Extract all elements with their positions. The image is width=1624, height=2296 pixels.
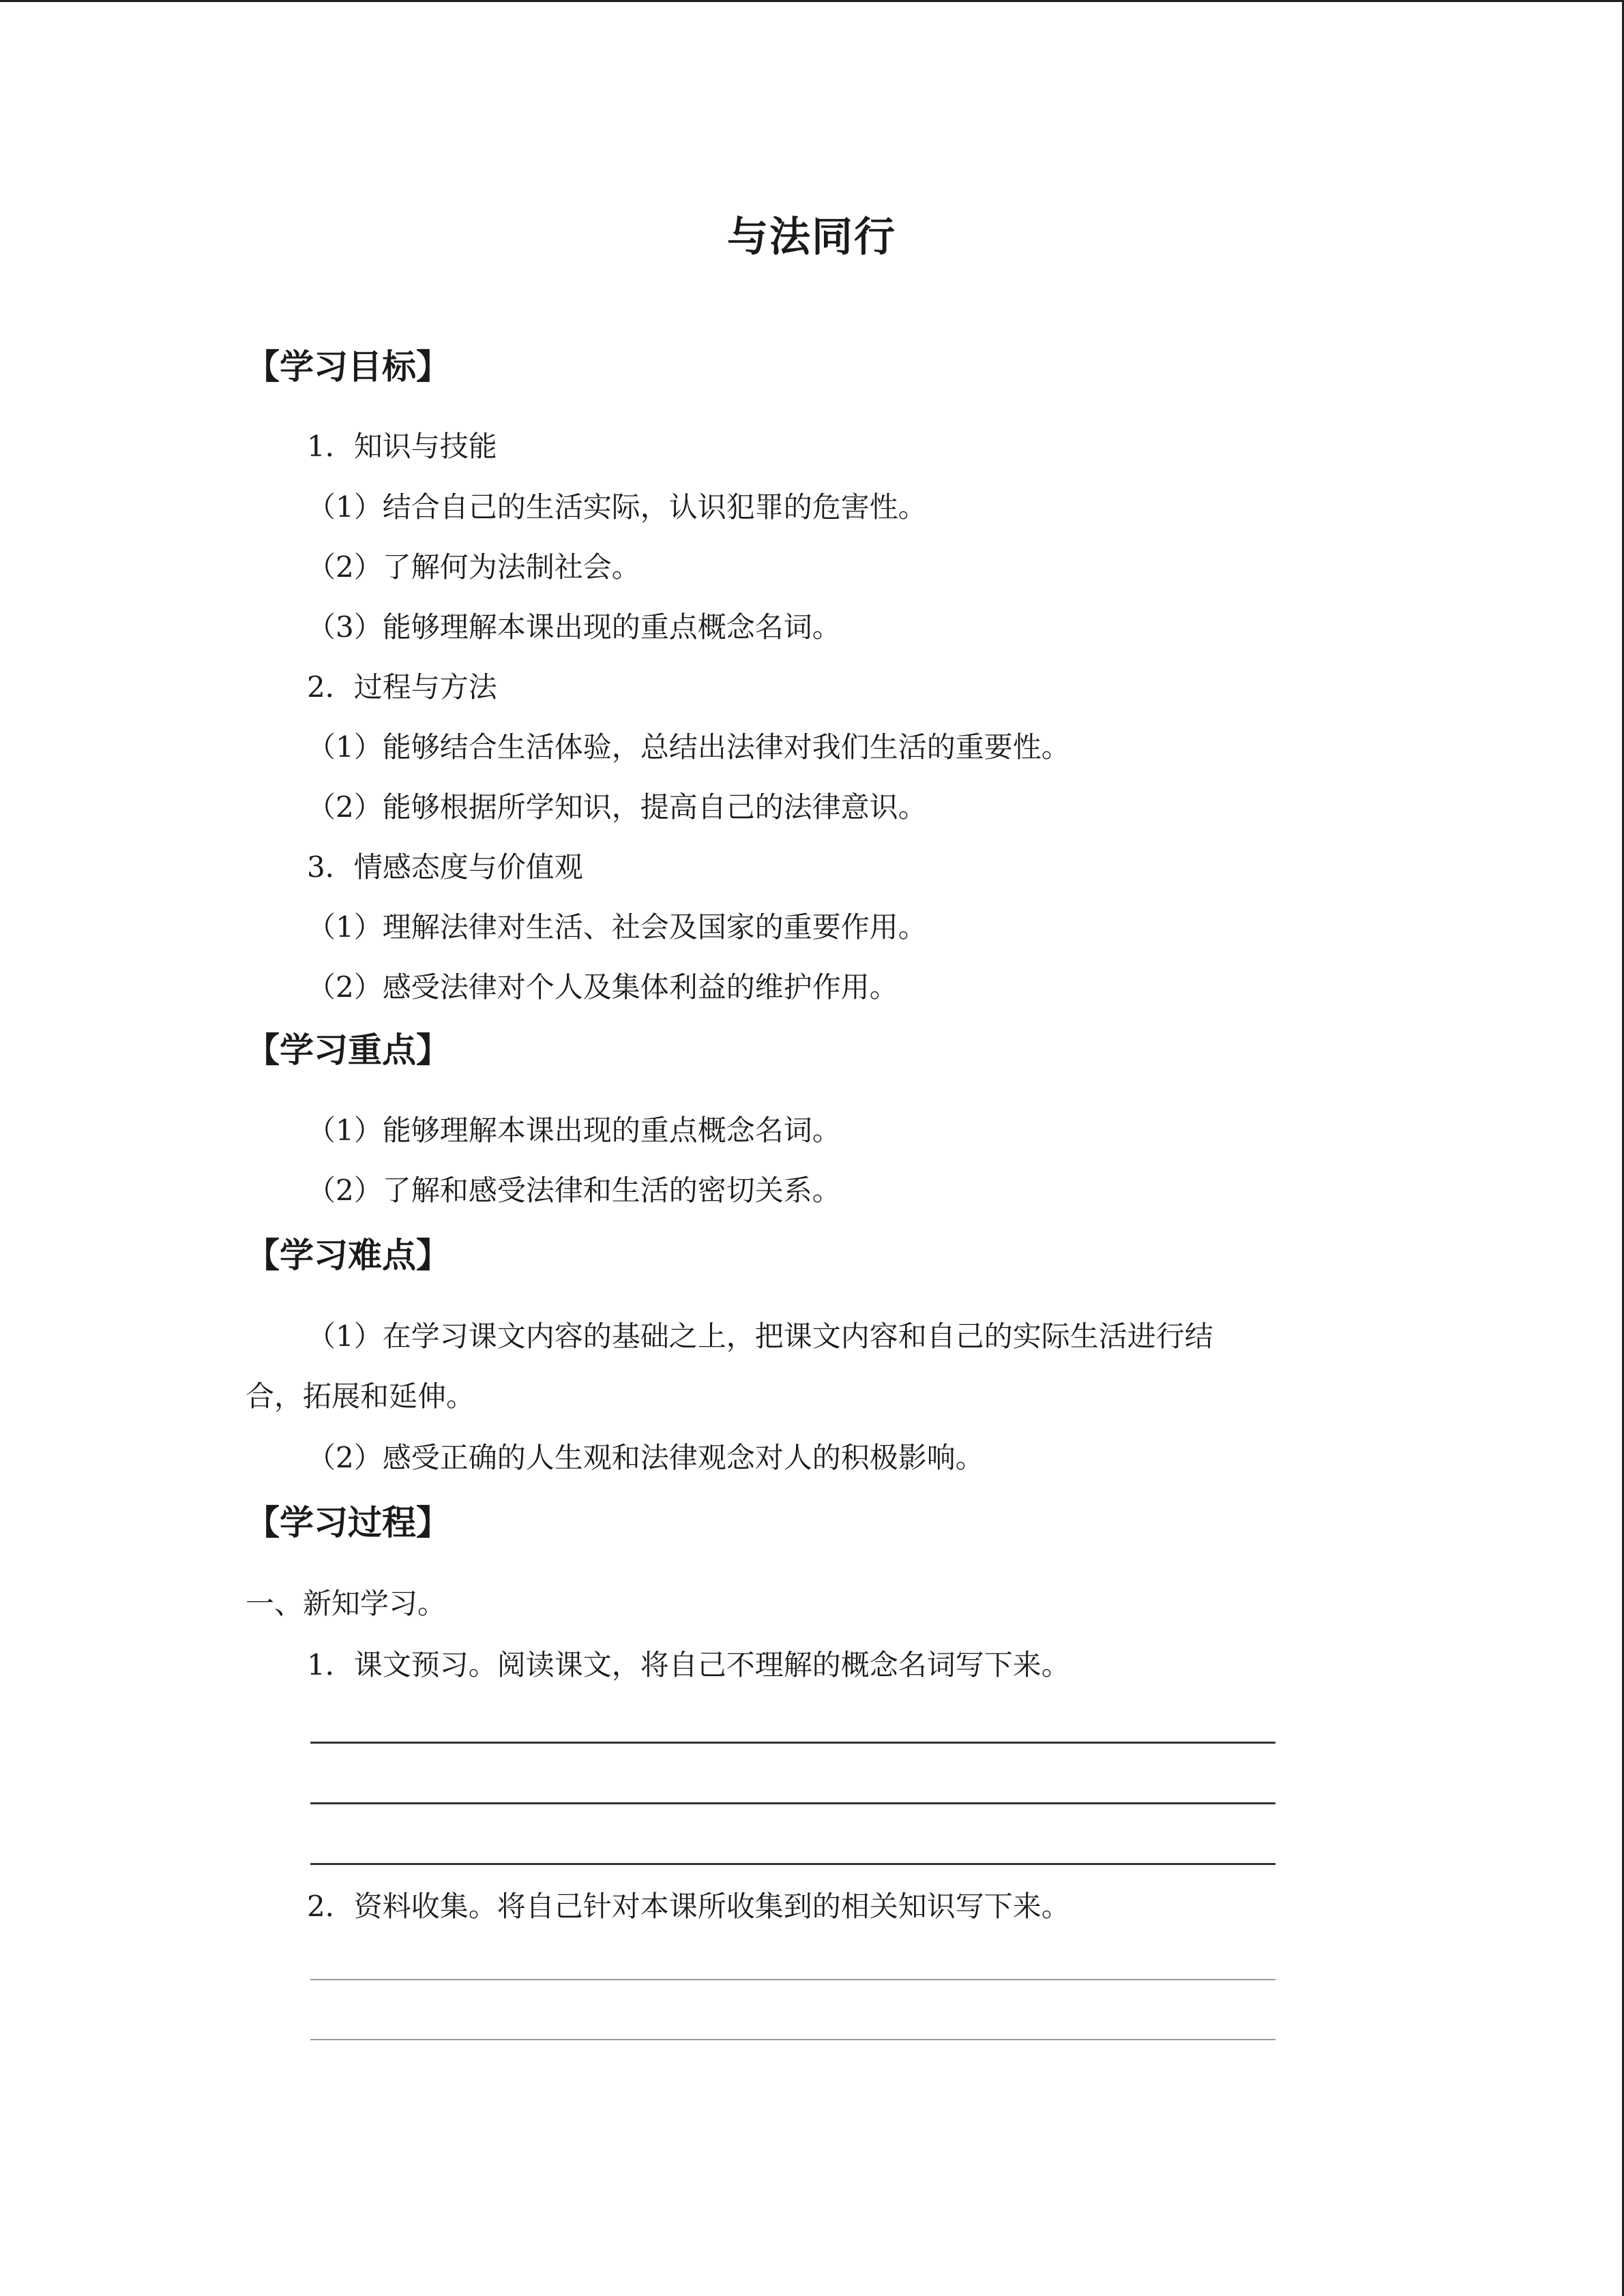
objective-line: 1．知识与技能 [307,430,497,463]
keypoints-heading: 【学习重点】 [246,1030,450,1070]
objective-line: （1）理解法律对生活、社会及国家的重要作用。 [307,910,927,944]
objectives-heading: 【学习目标】 [246,347,450,387]
process-task: 2．资料收集。将自己针对本课所收集到的相关知识写下来。 [307,1890,1070,1923]
answer-line[interactable] [310,1742,1275,1744]
keypoint-line: （1）能够理解本课出现的重点概念名词。 [307,1114,841,1147]
objective-line: 2．过程与方法 [307,670,497,704]
answer-line[interactable] [310,1863,1275,1865]
objective-line: 3．情感态度与价值观 [307,850,583,884]
objective-line: （3）能够理解本课出现的重点概念名词。 [307,610,841,644]
process-part-title: 一、新知学习。 [246,1587,447,1620]
answer-line[interactable] [310,1979,1275,1980]
objective-line: （2）能够根据所学知识，提高自己的法律意识。 [307,790,927,824]
document-page [246,0,1378,2296]
page-title: 与法同行 [727,213,896,261]
objective-line: （1）结合自己的生活实际，认识犯罪的危害性。 [307,490,927,524]
process-task: 1．课文预习。阅读课文，将自己不理解的概念名词写下来。 [307,1648,1070,1682]
objective-line: （1）能够结合生活体验，总结出法律对我们生活的重要性。 [307,730,1070,764]
difficulty-line-continued: 合，拓展和延伸。 [246,1380,475,1413]
difficulty-line: （1）在学习课文内容的基础之上，把课文内容和自己的实际生活进行结 [307,1320,1213,1353]
objective-line: （2）了解何为法制社会。 [307,550,640,584]
objective-line: （2）感受法律对个人及集体利益的维护作用。 [307,970,898,1004]
process-heading: 【学习过程】 [246,1503,450,1542]
keypoint-line: （2）了解和感受法律和生活的密切关系。 [307,1174,841,1207]
difficulty-line: （2）感受正确的人生观和法律观念对人的积极影响。 [307,1441,984,1474]
difficulties-heading: 【学习难点】 [246,1236,450,1275]
answer-line[interactable] [310,2039,1275,2040]
answer-line[interactable] [310,1802,1275,1804]
